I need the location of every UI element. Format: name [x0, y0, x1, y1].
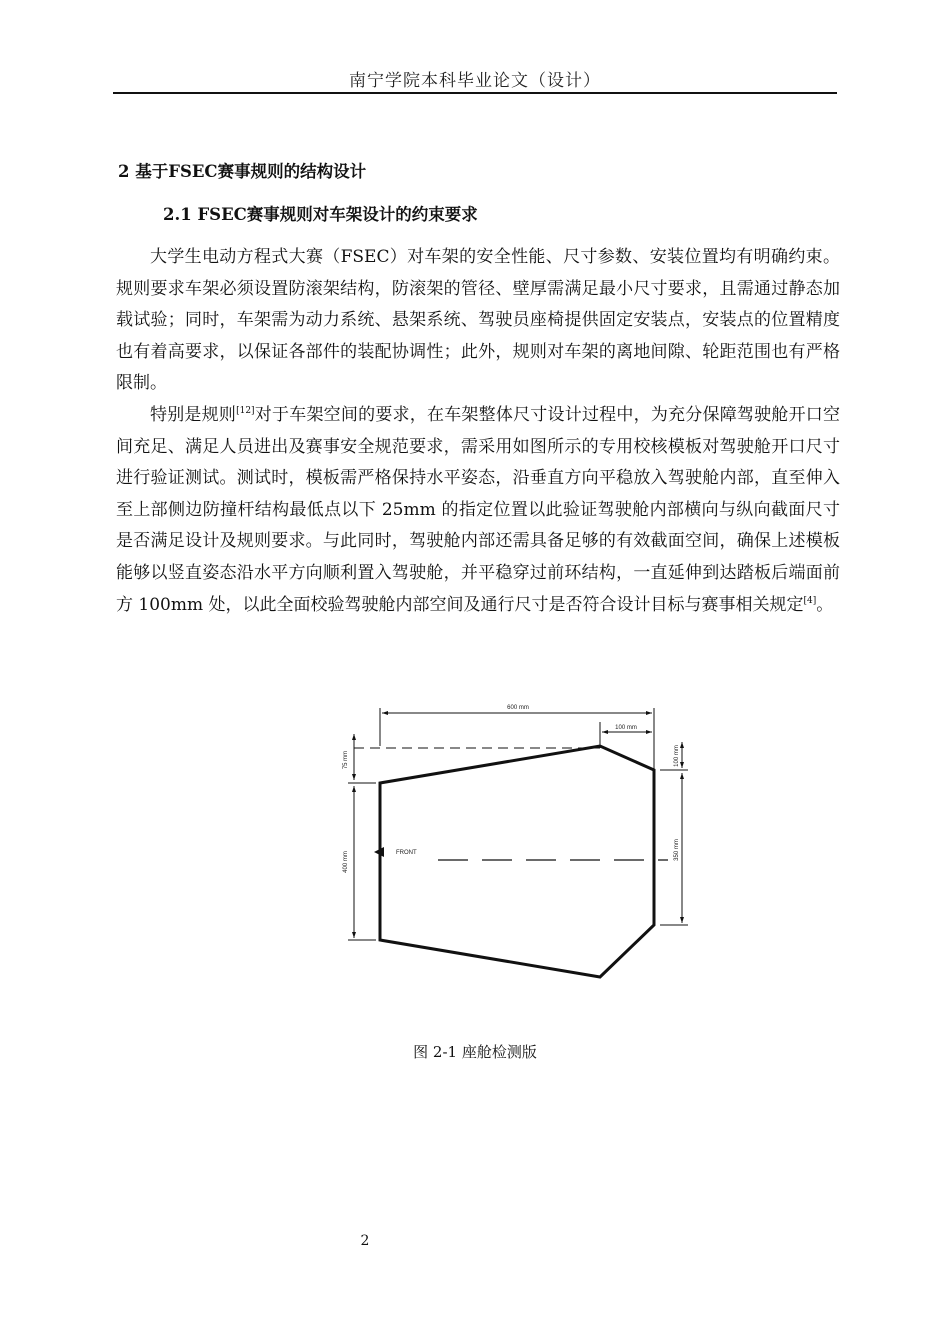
paragraph-1: 大学生电动方程式大赛（FSEC）对车架的安全性能、尺寸参数、安装位置均有明确约束。规则要求车架必须设置防滚架结构，防滚架的管径、壁厚需满足最小尺寸要求，且需通过静态加载试验；同时，车架需为动力系统、悬架系统、驾驶员座椅提供固定安装点，安装点的位置精度也有着高要求，以保证各部件的装配协调性；此外，规则对车架的离地间隙、轮距范围也有严格限制。 [116, 247, 840, 394]
label-100mm-right: 100 mm [674, 745, 680, 767]
section-heading: 2 基于FSEC赛事规则的结构设计 [118, 162, 367, 181]
label-75mm: 75 mm [343, 750, 349, 770]
label-400mm: 400 mm [343, 851, 349, 873]
label-600mm: 600 mm [507, 705, 529, 711]
figure-caption: 图 2-1 座舱检测版 [413, 1043, 537, 1061]
cockpit-template-diagram [338, 700, 698, 985]
paragraph-2-text-a: 特别是规则 [150, 405, 237, 425]
citation-12: [12] [236, 406, 255, 416]
label-front: FRONT [396, 850, 417, 856]
label-100mm-top: 100 mm [615, 725, 637, 731]
paragraph-2-text-c: 。 [816, 594, 834, 615]
label-350mm: 350 mm [674, 839, 680, 861]
paragraph-2 [116, 400, 840, 621]
cockpit-template-figure [338, 700, 698, 985]
citation-4: [4] [803, 595, 817, 606]
template-outline [380, 746, 654, 977]
subsection-heading: 2.1 FSEC赛事规则对车架设计的约束要求 [163, 205, 478, 224]
page-number: 2 [360, 1233, 370, 1249]
paragraph-2-text-b: 对于车架空间的要求，在车架整体尺寸设计过程中，为充分保障驾驶舱开口空间充足、满足人员进出及赛事安全规范要求，需采用如图所示的专用校核模板对驾驶舱开口尺寸进行验证测试。测试时，模板需严格保持水平姿态，沿垂直方向平稳放入驾驶舱内部，直至伸入至上部侧边防撞杆结构最低点以下 25mm 的指定位置以此验证驾驶舱内部横向与纵向截面尺寸是否满足设计及规则要求。与此同时，驾驶舱内部还需具备足够的有效截面空间，确保上述模板能够以竖直姿态沿水平方向顺利置入驾驶舱，并平稳穿过前环结构，一直延伸到达踏板后端面前方 100mm 处，以此全面校验驾驶舱内部空间及通行尺寸是否符合设计目标与赛事相关规定 [116, 405, 841, 615]
running-header: 南宁学院本科毕业论文（设计） [349, 71, 601, 91]
header-rule [113, 92, 837, 94]
